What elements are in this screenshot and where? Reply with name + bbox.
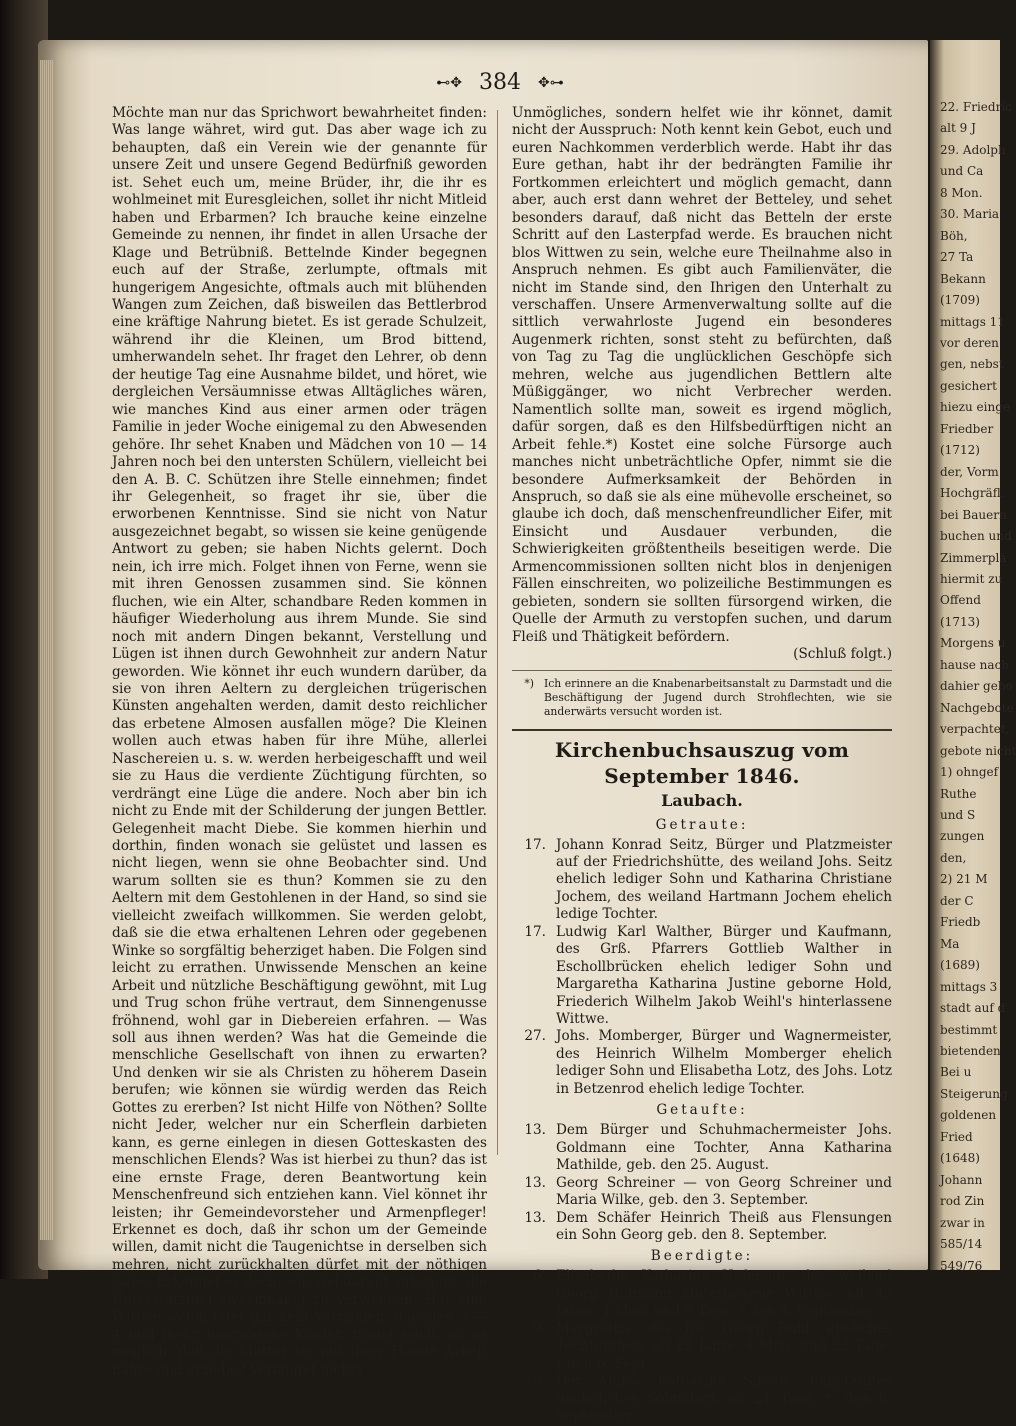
next-page-fragment: (1689) [940,958,980,973]
column-divider [497,110,498,1155]
next-page-fragment: alt 9 J [940,121,976,136]
footnote [512,670,892,719]
next-page-fragment: Zimmerplä [940,550,1007,565]
next-page-fragment: (1709) [940,293,980,308]
next-page-fragment: goldenen [940,1108,997,1123]
next-page-fragment: Bei u [940,1065,972,1080]
next-page-fragment: buchen und [940,529,1012,544]
next-page-fragment: (1648) [940,1151,980,1166]
next-page-fragment: und Ca [940,164,984,179]
next-page-fragment: (1713) [940,614,980,629]
next-page-fragment: Hochgräfl. [940,486,1005,501]
next-page-fragment: Johann [940,1172,983,1187]
next-page-fragment: der C [940,893,974,908]
next-page-fragment: 8 Mon. [940,185,983,200]
next-page-fragment: Nachgebote [940,700,1014,715]
register-entry [512,1373,892,1425]
page-header [0,70,1000,104]
ornament-left-icon: ⊷✥ [436,75,462,91]
register-entry [512,1210,892,1245]
next-page-fragment: Böh, [940,228,968,243]
to-be-continued: (Schluß folgt.) [793,646,892,663]
footnote-text: Ich erinnere an die Knabenarbeitsanstalt zu Darmstadt und die Beschäftigung der Jugend durch Strohflechten, wie sie anderwärts versucht worden ist. [544,676,892,718]
entry-text: Dem Bürger und Schuhmachermeister Johs. Goldmann eine Tochter, Anna Katharina Mathilde, geb. den 25. August. [556,1122,892,1174]
next-page-fragment: zungen [940,829,985,844]
next-page-fragment: mittags 11 [940,314,1005,329]
article-continuation: Unmögliches, sondern helfet wie ihr könnet, damit nicht der Ausspruch: Noth kennt kein Gebot, euch und euren Nachkommen verderblich werde. Habt ihr das Eure gethan, habt ihr der bedrängten Familie ihr Fortkommen erleichtert und möglich gemacht, dann aber, auch erst dann wehret der Betteley, und sehet besonders darauf, daß nicht das Betteln der erste Schritt auf den Lasterpfad werde. Es brauchen nicht blos Wittwen zu sein, welche eure Theilnahme also in Anspruch nehmen. Es gibt auch Familienväter, die nicht im Stande sind, den Ihrigen den Unterhalt zu verschaffen. Unsere Armenverwaltung sollte auf die sittlich verwahrloste Jugend ein besonderes Augenmerk richten, sonst steht zu befürchten, daß von Tag zu Tag die unglücklichen Geschöpfe sich mehren, welche aus jugendlichen Bettlern alte Müßiggänger, wo nicht Verbrecher werden. Namentlich sollte man, soweit es irgend möglich, dafür sorgen, daß es den Hilfsbedürftigen nicht an Arbeit fehle.*) Kostet eine solche Fürsorge auch manches nicht unbeträchtliche Opfer, nimmt sie die besondere Aufmerksamkeit der Behörden in Anspruch, so daß sie als eine mühevolle erscheinet, so glaube ich doch, daß menschenfreundlicher Eifer, mit Einsicht und Ausdauer verbunden, die Schwierigkeiten größtentheils beseitigen werde. Die Armencommissionen sollten nicht blos in denjenigen Fällen einschreiten, wo polizeiliche Bestimmungen es gebieten, sondern sie sollten fürsorgend wirken, die Quelle der Armuth zu verstopfen suchen, und darum Fleiß und Thätigkeit befördern. [512,105,892,645]
next-page-fragment: Morgens u [940,636,1006,651]
entry-date: 17. [524,836,546,853]
next-page-fragment: hiermit zu [940,572,1003,586]
next-page-fragment: bei Bauern [940,507,1007,522]
entry-text: Johann Konrad Seitz, Bürger und Platzmeister auf der Friedrichshütte, des weiland Johs. Seitz ehelich lediger Sohn und Katharina Christiane Jochem, des weiland Hartmann Jochem ehelich ledige Tochter. [556,836,892,923]
next-page-fragment: 29. Adolph [940,142,1006,157]
entry-date: 10. [524,1373,546,1390]
register-entry [512,924,892,1029]
entry-date: 13. [524,1174,546,1191]
entry-text: Elisabethe Katharina Hofmann, des weiland Georg Hofmann hinterlassene Wittwe, alt 43 Jahre, 4 Mon. und 9 Tage, † den 4. September. [556,1268,892,1320]
entry-date: 13. [524,1209,546,1226]
next-page-fragment: mittags 3 [940,979,998,994]
next-page-fragment: gesichert [940,378,997,393]
next-page-fragment: zwar in [940,1215,985,1230]
entry-text: Johs. Momberger, Bürger und Wagnermeister, des Heinrich Wilhelm Momberger ehelich lediger Sohn und Elisabetha Lotz, des Johs. Lotz in Betzenrod ehelich ledige Tochter. [556,1028,892,1097]
next-page-fragment: Ma [940,936,960,951]
footnote-mark: *) [524,676,534,690]
entry-text: Georg Schreiner — von Georg Schreiner und Maria Wilke, geb. den 3. September. [556,1174,892,1209]
section-heading-baptisms: Getaufte: [656,1102,748,1119]
next-page-fragment: 1) ohngef [940,765,999,780]
next-page-fragment: Ruthe [940,786,977,801]
register-entry [512,1268,892,1320]
next-page-fragment: vor deren [940,336,999,350]
next-page-fragment: Bekann [940,271,986,286]
register-entry [512,1175,892,1210]
next-page-fragment: Steigerung [940,1086,1008,1101]
next-page-fragment: 22. Friedric [940,100,1012,114]
register-entry [512,837,892,924]
next-page-fragment: 27 Ta [940,250,974,265]
left-column [112,105,487,1379]
next-page-fragment: rod Zin [940,1194,985,1209]
register-entry [512,1321,892,1373]
next-page-fragment: (1712) [940,443,980,458]
next-page-edge [930,40,1016,1273]
register-place: Laubach. [661,790,743,810]
section-rule [512,729,892,731]
page-number: 384 [479,70,521,95]
ornament-right-icon: ✥⊶ [538,75,564,91]
next-page-fragment: Friedb [940,915,981,930]
entry-text: Dem Schäfer Heinrich Theiß aus Flensungen ein Sohn Georg geb. den 8. September. [556,1209,892,1244]
next-page-fragment: den, [940,850,967,865]
entry-date: 9. [533,1320,546,1337]
next-page-fragment: hiezu einge [940,400,1010,415]
next-page-fragment: dahier gebo [940,679,1013,694]
entry-text: Ludwig Karl Walther, Bürger und Kaufmann, des Grß. Pfarrers Gottlieb Walther in Eschollbrücken ehelich lediger Sohn und Margaretha Katharina Justine geborne Hold, Friederich Wilhelm Jakob Weihl's hinterlassene Wittwe. [556,923,892,1028]
next-page-fragment: Friedber [940,421,994,436]
next-page-fragment: verpachtet, [940,722,1010,737]
next-page-fragment: bietenden [940,1044,1001,1058]
next-page-fragment: 2) 21 M [940,872,988,887]
register-entry [512,1028,892,1098]
next-page-fragment: 30. Maria [940,207,1000,222]
entry-date: 6. [533,1268,546,1285]
next-page-fragment: stadt auf d [940,1001,1006,1016]
next-page-fragment: hause nach [940,657,1010,672]
next-page-fragment: gen, nebst [940,357,1004,372]
section-heading-marriages: Getraute: [655,816,749,833]
next-page-fragment: Offend [940,593,981,608]
next-page-fragment: bestimmt [940,1022,998,1037]
next-page-fragment: 549/76 [940,1258,983,1273]
register-entry [512,1122,892,1174]
entry-text: Margretha, des Jos. Georg Rühl, eheliches Töchterchen, alt 12 Jahre, 4 Mon. und 22 Tage, † den 6. Sept. [556,1320,892,1372]
right-column [512,105,892,1426]
section-heading-burials: Beerdigte: [650,1248,754,1265]
next-page-fragment: 585/14 [940,1237,983,1252]
entry-date: 27. [524,1028,546,1045]
next-page-fragment: Fried [940,1129,973,1144]
entry-date: 17. [524,923,546,940]
left-column-text: Möchte man nur das Sprichwort bewahrheitet finden: Was lange währet, wird gut. Das aber wage ich zu behaupten, daß ein Verein wie der genannte für unsere Zeit und unsere Gegend Bedürfniß geworden ist. Sehet euch um, meine Brüder, ihr, die ihr es wohlmeinet mit Euresgleichen, sollet ihr nicht Mitleid haben und Erbarmen? Ich brauche keine einzelne Gemeinde zu nennen, ihr findet in allen Ursache der Klage und Betrübniß. Bettelnde Kinder begegnen euch auf der Straße, zerlumpte, oftmals mit hungerigem Angesichte, oftmals auch mit blühenden Wangen zum Zeichen, daß bisweilen das Bettlerbrod eine kräftige Nahrung bietet. Es ist gerade Schulzeit, während ihr die Kleinen, um Brod bittend, umherwandeln sehet. Ihr fraget den Lehrer, ob denn der heutige Tag eine Ausnahme bildet, und höret, wie dergleichen Versäumnisse etwas Alltägliches wären, wie manches Kind aus einer armen oder trägen Familie in jeder Woche einigemal zu den Abwesenden gehöre. Ihr sehet Knaben und Mädchen von 10 — 14 Jahren noch bei den untersten Schülern, vielleicht bei den A. B. C. Schützen ihre Stelle einnehmen; findet ihr Gelegenheit, so fraget ihr sie, über die erworbenen Kenntnisse. Sind sie nicht von Natur ausgezeichnet begabt, so wissen sie keine genügende Antwort zu geben; sie haben Nichts gelernt. Doch nein, ich irre mich. Folget ihnen von Ferne, wenn sie mit ihren Genossen zusammen sind. Sie können fluchen, wie ein Alter, schandbare Reden kommen in häufiger Wiederholung aus ihrem Munde. Sie sind noch mit andern Dingen bekannt, Verstellung und Lügen ist ihnen durch Gewohnheit zur andern Natur geworden. Wie könnet ihr euch wundern darüber, da sie von ihren Aeltern zu dergleichen trügerischen Künsten angehalten werden, damit desto reichlicher das erbetene Almosen ausfallen möge? Die Kleinen wollen auch etwas haben für ihre Mühe, allerlei Naschereien u. s. w. werden herbeigeschafft und weil sie zu Haus die verdiente Züchtigung fürchten, so verdrängt eine Lüge die andere. Noch aber bin ich nicht zu Ende mit der Schilderung der jungen Bettler. Gelegenheit macht Diebe. Sie kommen hierhin und dorthin, finden wonach sie gelüstet und lassen es nicht liegen, wenn sie ohne Beobachter sind. Und warum sollten sie es thun? Kommen sie zu den Aeltern mit dem Gestohlenen in der Hand, so sind sie vielleicht zweifach willkommen. Sie werden gelobt, daß sie die etwa erhaltenen Lehren oder gegebenen Winke so sorgfältig beherziget haben. Die Folgen sind leicht zu errathen. Unwissende Menschen an keine Arbeit und nützliche Beschäftigung gewöhnt, mit Lug und Trug schon frühe vertraut, dem Sinnengenusse fröhnend, wohl gar in Diebereien erfahren. — Was soll aus ihnen werden? Was hat die Gemeinde die menschliche Gesellschaft von ihnen zu erwarten? Und denken wir sie als Christen zu höherem Dasein berufen; wie können sie würdig werden das Reich Gottes zu ererben? Ist nicht Hilfe von Nöthen? Sollte nicht Jeder, welcher nur ein Scherflein darbieten kann, es gerne einlegen in diesen Gotteskasten des menschlichen Elends? Was ist hierbei zu thun? das ist eine ernste Frage, deren Beantwortung kein Menschenfreund sich entziehen kann. Viel könnet ihr leisten; ihr Gemeindevorsteher und Armenpfleger! Erkennet es doch, daß ihr schon um der Gemeinde willen, damit nicht die Taugenichtse in derselben sich mehren, nicht zurückhalten dürfet mit der nöthigen Gabe. Erkennet es doch, wie viel darauf ankommt, die Unterstützung zweckmäßig zu verwenden. Hat eine Wittwe wenig oder gar kein Vermögen, dagegen 3 — 4 und mehr unerzogene Kinder, fraget euch, ist es möglich, daß die Mutter sie mit ihrer Hände Arbeit nähre und erziehe? Verlanget nichts [112,105,487,1378]
next-page-fragment: gebote nicht [940,743,1016,758]
next-page-fragment: und S [940,808,976,822]
register-title: Kirchenbuchsauszug vom September 1846. [554,737,850,788]
next-page-fragment: der, Vorm [940,464,999,479]
entry-text: Der Maria Katharina Sireau, ungetauftes uneheliches Söhnchen, alt 21 Tage, † den 8. September. [556,1373,892,1425]
page-edges [40,60,54,1240]
entry-date: 13. [524,1122,546,1139]
